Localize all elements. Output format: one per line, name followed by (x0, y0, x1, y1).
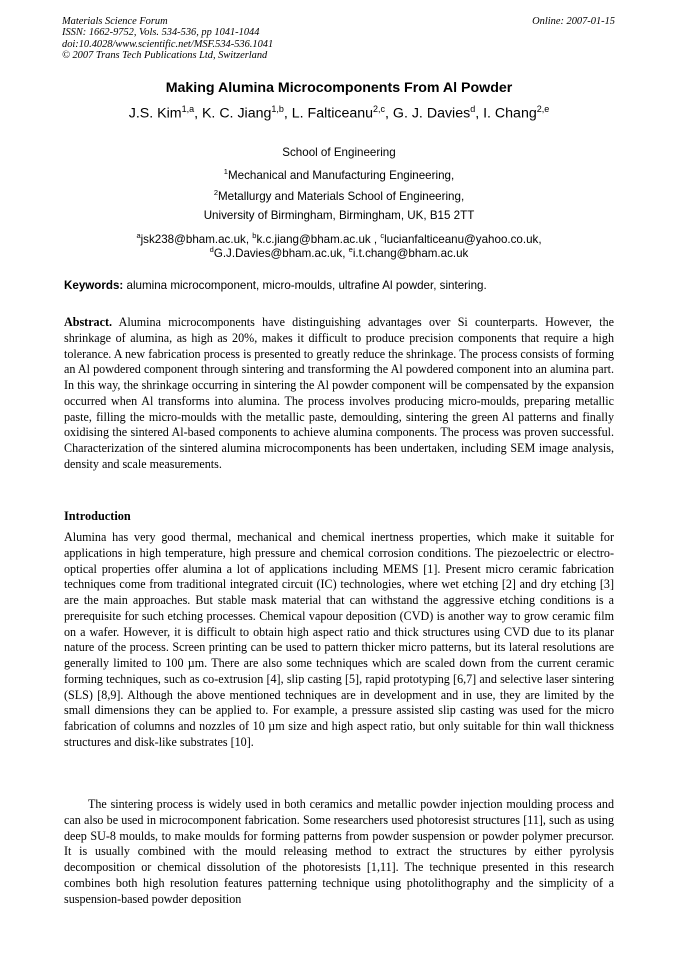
paper-title: Making Alumina Microcomponents From Al Powder (165, 80, 513, 96)
section-heading-introduction: Introduction (64, 509, 131, 523)
doi: doi:10.4028/www.scientific.net/MSF.534-536.1041 (62, 38, 274, 50)
author-separator: , (194, 105, 202, 122)
email-link[interactable]: jsk238@bham.ac.uk, (140, 232, 253, 246)
email-link[interactable]: G.J.Davies@bham.ac.uk, (213, 246, 349, 260)
author: K. C. Jiang (201, 105, 272, 122)
email-link[interactable]: k.c.jiang@bham.ac.uk , (256, 232, 381, 246)
journal-name: Materials Science Forum (62, 16, 168, 27)
author-affiliation-mark: 1,a (181, 104, 195, 114)
author: G. J. Davies (392, 105, 471, 122)
email-mark: a (136, 231, 141, 240)
journal-header (62, 16, 273, 62)
intro-paragraph-1: Alumina has very good thermal, mechanical and chemical inertness properties, which make it suitable for applications in high temperature, high pressure and chemical corrosion conditions. The piezoelectric or electro-optical properties offer alumina a lot of applications including MEMS [1]. Present micro ceramic fabrication techniques come from traditional integrated circuit (IC) technologies, where wet etching [2] and dry etching [3] are the main approaches. But stable mask material that can withstand the aggressive etching conditions is a prerequisite for such etching processes. Chemical vapour deposition (CVD) is another way to grow ceramic film on a wafer. However, it is difficult to obtain high aspect ratio and thick structures using CVD due to its planar nature of the process. Screen printing can be used to pattern thicker micro patterns, but its lateral resolutions are generally limited to 100 µm. There are also some techniques which are scaled down from the current ceramic forming techniques, such as co-extrusion [4], slip casting [5], rapid prototyping [6,7] and selective laser sintering (SLS) [8,9]. Although the above mentioned techniques are in development and in use, they are limited by the small dimensions they can be applied to. For example, a pressure assisted slip casting was used for the micro fabrication of columns and nozzles of 10 µm size and high aspect ratio, but only suitable for thin wall thickness structures and disk-like substrates [10]. (64, 530, 614, 749)
keywords-label: Keywords: (64, 279, 124, 292)
affiliation-university: University of Birmingham, Birmingham, UK, B15 2TT (203, 209, 475, 222)
intro-paragraph-2: The sintering process is widely used in both ceramics and metallic powder injection moulding process and can also be used in microcomponent fabrication. Some researchers used photoresist structures [11], such as using deep SU-8 moulds, to make moulds for forming patterns from powder suspension or powder polymer precursor. It is usually combined with the mould releasing method to extract the structures by either pyrolysis decomposition or chemical dissolution of the photoresists [1,11]. The technique presented in this research combines both high resolution features patterning technique using photolithography and the simplicity of a suspension-based powder deposition (64, 797, 614, 906)
keywords-text: alumina microcomponent, micro-moulds, ultrafine Al powder, sintering. (123, 279, 487, 292)
author-affiliation-mark: 1,b (271, 104, 284, 114)
online-date: Online: 2007-01-15 (532, 16, 615, 27)
email-mark: b (252, 231, 257, 240)
abstract-text: Alumina microcomponents have distinguishing advantages over Si counterparts. However, the shrinkage of alumina, as high as 20%, makes it difficult to produce precision components that require a high tolerance. A new fabrication process is presented to greatly reduce the shrinkage. The process consists of forming an Al powdered component through sintering and transforming the Al powdered component into an alumina part. In this way, the shrinkage occurring in sintering the Al powder component will be compensated by the expansion occurred when Al transforms into alumina. The process involves producing micro-moulds, preparing metallic paste, filling the micro-moulds with the metallic paste, demoulding, sintering the green Al patterns and finally oxidising the sintered Al-based components to achieve alumina components. The process was proven successful. Characterization of the sintered alumina microcomponents has been undertaken, including SEM image analysis, density and scale measurements. (64, 315, 614, 471)
author: L. Falticeanu (291, 105, 374, 122)
author-list (0, 104, 678, 122)
affiliation-dept-1-text: Mechanical and Manufacturing Engineering, (227, 168, 455, 182)
affiliation-school: School of Engineering (282, 146, 396, 159)
email-link[interactable]: i.t.chang@bham.ac.uk (352, 246, 469, 260)
email-line-2 (0, 245, 678, 260)
affiliation-mark: 2 (213, 188, 218, 197)
author-separator: , (283, 105, 292, 122)
author-affiliation-mark: d (470, 104, 476, 114)
affiliation-mark: 1 (223, 167, 228, 176)
abstract (64, 315, 614, 473)
author-separator: , (385, 105, 393, 122)
email-mark: c (380, 231, 385, 240)
author-affiliation-mark: 2,c (373, 104, 386, 114)
affiliation-dept-2 (0, 188, 678, 203)
author: J.S. Kim (128, 105, 182, 122)
email-link[interactable]: lucianfalticeanu@yahoo.co.uk, (384, 232, 542, 246)
author-affiliation-mark: 2,e (536, 104, 550, 114)
issn: ISSN: 1662-9752, Vols. 534-536, pp 1041-1044 (62, 27, 260, 39)
email-mark: d (209, 245, 214, 254)
author-separator: , (475, 105, 484, 122)
affiliation-dept-2-text: Metallurgy and Materials School of Engineering, (217, 189, 465, 203)
affiliation-dept-1 (0, 167, 678, 182)
author: I. Chang (483, 105, 537, 122)
email-line-1 (0, 231, 678, 246)
keywords (64, 279, 487, 292)
abstract-label: Abstract. (64, 315, 113, 329)
copyright: © 2007 Trans Tech Publications Ltd, Switzerland (62, 50, 268, 62)
email-mark: e (348, 245, 353, 254)
